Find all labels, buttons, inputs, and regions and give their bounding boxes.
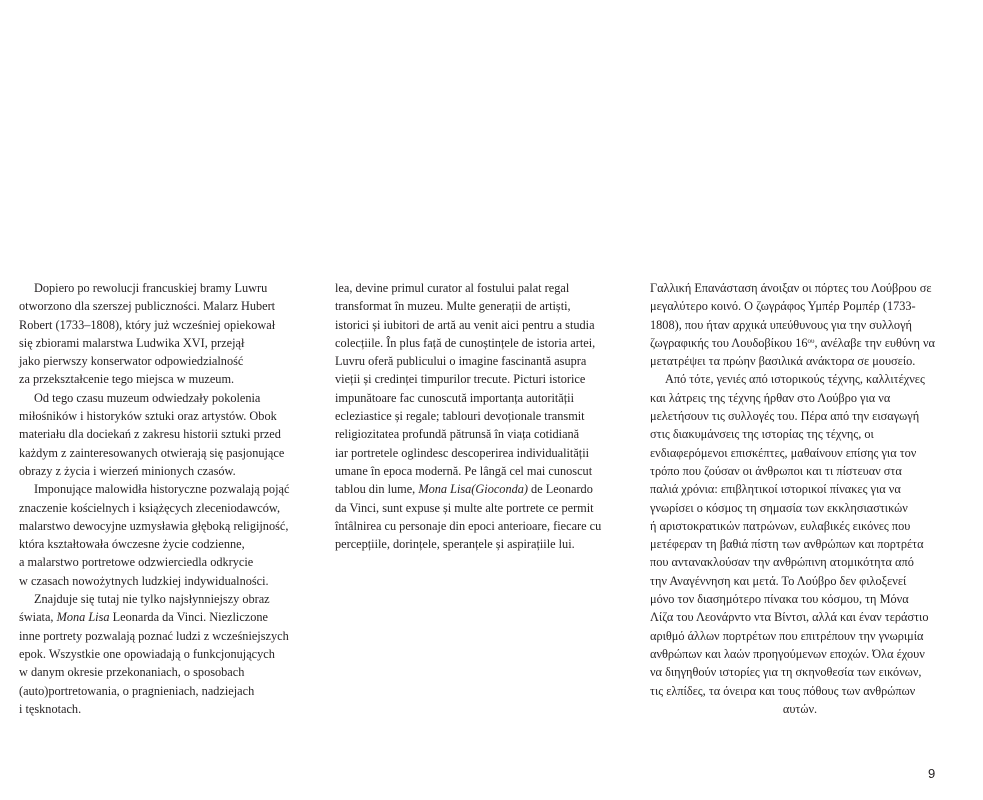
text-line: Dopiero po rewolucji francuskiej bramy Luwru (34, 281, 268, 295)
text-line: ενδιαφερόμενοι επισκέπτες, μαθαίνουν επίσης για τον (650, 445, 917, 460)
text-line: μεγαλύτερο κοινό. Ο ζωγράφος Υμπέρ Ρομπέρ (1733- (650, 299, 916, 314)
text-line: μόνο τον διασημότερο πίνακα του κόσμου, τη Μόνα (650, 592, 909, 607)
text-line: τις ελπίδες, τα όνειρα και τους πόθους των ανθρώπων (650, 683, 916, 698)
text-line: Λίζα του Λεονάρντο ντα Βίντσι, αλλά και έναν τεράστιο (650, 610, 929, 625)
artwork-title-mona-lisa: Mona Lisa(Gioconda) (418, 482, 528, 497)
text-line: da Vinci, sunt expuse și multe alte portrete ce permit (335, 500, 594, 515)
text-run: Leonarda da Vinci. Niezliczone (109, 610, 269, 625)
text-line: την Αναγέννηση και μετά. Το Λούβρο δεν φιλοξενεί (650, 573, 907, 588)
text-run: tablou din lume, (335, 482, 419, 497)
text-line: miłośników i historyków sztuki oraz artystów. Obok (19, 409, 277, 424)
text-line: transformat în muzeu. Multe generații de artiști, (335, 299, 571, 314)
text-line: Luvru oferă publicului o imagine fascinantă asupra (335, 354, 587, 369)
text-line: γνωρίσει ο κόσμος τη σημασία των εκκλησιαστικών (650, 500, 908, 515)
text-line: ανθρώπων και λαών προηγούμενων εποχών. Όλα έχουν (650, 646, 925, 661)
text-line: vieții și credinței timpurilor trecute. Picturi istorice (335, 372, 586, 387)
text-line: się zbiorami malarstwa Ludwika XVI, przejął (19, 335, 245, 350)
ordinal-superscript: ου (807, 336, 815, 345)
romanian-paragraph (335, 279, 630, 553)
text-line: jako pierwszy konserwator odpowiedzialność (19, 354, 244, 369)
text-line: otworzono dla szerszej publiczności. Malarz Hubert (19, 299, 276, 314)
text-line: Robert (1733–1808), który już wcześniej opiekował (19, 317, 276, 332)
greek-text-column (650, 279, 950, 718)
text-line: a malarstwo portretowe odzwierciedla odkrycie (19, 555, 254, 570)
text-line: iar portretele oglindesc descoperirea individualității (335, 445, 590, 460)
text-line: και λάτρεις της τέχνης ήρθαν στο Λούβρο για να (650, 390, 891, 405)
text-line: każdym z zainteresowanych otwierają się pasjonujące (19, 445, 285, 460)
text-line: Od tego czasu muzeum odwiedzały pokolenia (34, 390, 261, 405)
text-line (650, 334, 950, 352)
text-line: lea, devine primul curator al fostului palat regal (335, 281, 570, 295)
text-line: w danym okresie przekonaniach, o sposobach (19, 665, 245, 680)
text-line: Από τότε, γενιές από ιστορικούς τέχνης, καλλιτέχνες (665, 372, 925, 387)
polish-paragraph-4 (19, 590, 319, 718)
greek-paragraph-2 (650, 370, 950, 718)
text-line: Γαλλική Επανάσταση άνοιξαν οι πόρτες του Λούβρου σε (650, 281, 932, 295)
text-line: materiału dla dociekań z zakresu historii sztuki przed (19, 427, 281, 442)
text-line: colecțiile. În plus față de cunoștințele de istoria artei, (335, 335, 596, 350)
text-line: epok. Wszystkie one opowiadają o funkcjonujących (19, 646, 275, 661)
text-line: μετέφεραν τη βαθιά πίστη των ανθρώπων και πορτρέτα (650, 537, 924, 552)
text-line: istorici și iubitori de artă au venit aici pentru a studia (335, 317, 595, 332)
text-line: za przekształcenie tego miejsca w muzeum. (19, 372, 235, 387)
text-line (335, 480, 630, 498)
text-line: τρόπο που ζούσαν οι άνθρωποι και τι πίστευαν στα (650, 463, 902, 478)
text-run: ζωγραφικής του Λουδοβίκου 16 (650, 335, 808, 350)
text-run: de Leonardo (527, 482, 593, 497)
text-line: umane în epoca modernă. Pe lângă cel mai cunoscut (335, 463, 593, 478)
text-line: παλιά χρόνια: επιβλητικοί ιστορικοί πίνακες για να (650, 482, 901, 497)
polish-paragraph-1 (19, 279, 319, 389)
text-line: percepțiile, dorințele, speranțele și aspirațiile lui. (335, 537, 575, 552)
romanian-text-column (335, 279, 630, 553)
text-line: ή αριστοκρατικών πατρώνων, ευλαβικές εικόνες που (650, 518, 911, 533)
polish-paragraph-3 (19, 480, 319, 590)
text-line (19, 608, 319, 626)
text-line: στις διακυμάνσεις της ιστορίας της τέχνης, οι (650, 427, 874, 442)
text-line: 1808), που ήταν αρχικά υπεύθυνους για την συλλογή (650, 317, 912, 332)
polish-paragraph-2 (19, 389, 319, 480)
text-line: w czasach nowożytnych ludzkiej indywidualności. (19, 573, 269, 588)
text-line: αυτών. (782, 701, 818, 716)
text-line: να διηγηθούν ιστορίες για τη σκηνοθεσία των εικόνων, (650, 665, 922, 680)
polish-text-column (19, 279, 319, 718)
text-run: świata, (19, 610, 57, 625)
text-line: malarstwo dewocyjne uzmysławia głęboką religijność, (19, 518, 289, 533)
greek-paragraph-1 (650, 279, 950, 370)
artwork-title-mona-lisa: Mona Lisa (56, 610, 110, 625)
text-line: μετατρέψει τα πρώην βασιλικά ανάκτορα σε μουσείο. (650, 354, 916, 369)
page-number: 9 (928, 766, 936, 781)
text-line: întâlnirea cu personaje din epoci anterioare, fiecare cu (335, 518, 602, 533)
text-line: (auto)portretowania, o pragnieniach, nadziejach (19, 683, 255, 698)
text-line: i tęsknotach. (19, 701, 82, 716)
text-line: która kształtowała ówczesne życie codzienne, (19, 537, 245, 552)
text-line: impunătoare fac cunoscută importanța autorității (335, 390, 575, 405)
text-run: , ανέλαβε την ευθύνη να (814, 335, 935, 350)
text-line: inne portrety pozwalają poznać ludzi z wcześniejszych (19, 628, 289, 643)
text-line: αριθμό άλλων πορτρέτων που επιτρέπουν την γνωριμία (650, 628, 924, 643)
text-line: ecleziastice și regale; tablouri devoționale transmit (335, 409, 585, 424)
text-line: Znajduje się tutaj nie tylko najsłynniejszy obraz (34, 592, 270, 607)
text-line: znaczenie kościelnych i książęcych zleceniodawców, (19, 500, 281, 515)
text-line: religiozitatea profundă pătrunsă în viața cotidiană (335, 427, 580, 442)
text-line: μελετήσουν τις συλλογές του. Πέρα από την εισαγωγή (650, 409, 920, 424)
text-line: που αντανακλούσαν την ανθρώπινη ατομικότητα από (650, 555, 914, 570)
text-line: Imponujące malowidła historyczne pozwalają pojąć (34, 482, 290, 497)
text-line: obrazy z życia i wierzeń minionych czasów. (19, 463, 236, 478)
